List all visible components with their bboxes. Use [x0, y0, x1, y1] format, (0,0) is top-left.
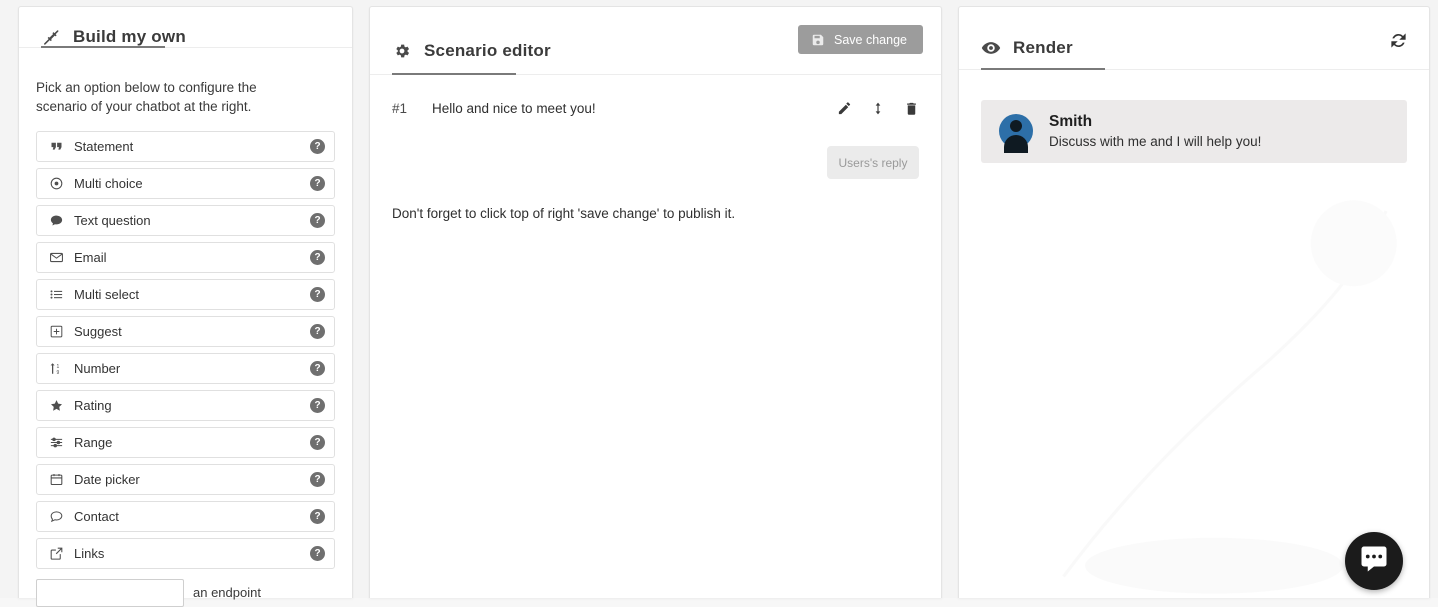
help-icon[interactable]: ?: [310, 435, 325, 450]
option-label: Contact: [74, 508, 119, 524]
pencil-icon[interactable]: [837, 101, 852, 116]
option-label: Email: [74, 249, 107, 265]
publish-hint: Don't forget to click top of right 'save change' to publish it.: [392, 206, 736, 221]
svg-text:9: 9: [56, 369, 59, 376]
render-body: [959, 70, 1429, 598]
endpoint-label: an endpoint: [193, 585, 261, 601]
intro-text: Pick an option below to configure the scenario of your chatbot at the right.: [36, 79, 257, 115]
scenario-message-row: [392, 101, 919, 116]
message-actions: [837, 101, 919, 116]
users-reply-pill[interactable]: Users's reply: [827, 146, 919, 179]
speech-icon: [47, 507, 65, 525]
chat-bubble-icon: [1359, 544, 1389, 579]
option-date-picker[interactable]: [36, 464, 335, 495]
left-panel-title: Build my own: [73, 27, 186, 46]
save-change-label: Save change: [834, 32, 907, 47]
quote-icon: [47, 137, 65, 155]
sliders-icon: [47, 433, 65, 451]
right-panel-header: [959, 7, 1429, 70]
option-multi-choice[interactable]: [36, 168, 335, 199]
right-panel-title: Render: [1013, 37, 1073, 57]
option-label: Multi select: [74, 286, 140, 302]
help-icon[interactable]: ?: [310, 324, 325, 339]
render-panel: [958, 6, 1430, 598]
external-link-icon: [47, 544, 65, 562]
list-icon: [47, 285, 65, 303]
option-multi-select[interactable]: [36, 279, 335, 310]
option-statement[interactable]: [36, 131, 335, 162]
floppy-icon: [811, 33, 825, 47]
mid-panel-header: [370, 7, 941, 75]
bubble-message: Discuss with me and I will help you!: [1049, 133, 1262, 149]
refresh-icon[interactable]: [1387, 29, 1409, 51]
star-icon: [47, 396, 65, 414]
bubble-name: Smith: [1049, 112, 1093, 130]
option-contact[interactable]: [36, 501, 335, 532]
mid-panel-body: [370, 75, 941, 221]
comment-icon: [47, 211, 65, 229]
option-rating[interactable]: [36, 390, 335, 421]
help-icon[interactable]: ?: [310, 139, 325, 154]
help-icon[interactable]: ?: [310, 509, 325, 524]
option-label: Links: [74, 545, 105, 561]
eye-icon: [981, 38, 1001, 58]
option-label: Range: [74, 434, 113, 450]
radio-icon: [47, 174, 65, 192]
svg-text:1: 1: [56, 363, 59, 370]
endpoint-row: [36, 579, 335, 607]
help-icon[interactable]: ?: [310, 398, 325, 413]
option-email[interactable]: [36, 242, 335, 273]
option-number[interactable]: [36, 353, 335, 384]
endpoint-input[interactable]: [36, 579, 184, 607]
plug-icon: [41, 27, 61, 47]
help-icon[interactable]: ?: [310, 546, 325, 561]
chat-fab-button[interactable]: [1345, 532, 1403, 590]
mid-panel-title: Scenario editor: [424, 40, 551, 60]
calendar-icon: [47, 470, 65, 488]
left-panel-underline: [41, 46, 165, 48]
save-change-button[interactable]: [798, 25, 923, 54]
avatar: [999, 114, 1033, 148]
trash-icon[interactable]: [904, 101, 919, 116]
help-icon[interactable]: ?: [310, 472, 325, 487]
scenario-editor-panel: [369, 6, 942, 598]
option-label: Suggest: [74, 323, 122, 339]
render-chat-bubble: [981, 100, 1407, 163]
option-range[interactable]: [36, 427, 335, 458]
option-label: Rating: [74, 397, 112, 413]
build-my-own-panel: [18, 6, 353, 601]
grid-plus-icon: [47, 322, 65, 340]
sort-numeric-icon: [47, 359, 65, 377]
help-icon[interactable]: ?: [310, 361, 325, 376]
option-label: Statement: [74, 138, 134, 154]
left-panel-body: [19, 48, 352, 607]
help-icon[interactable]: ?: [310, 287, 325, 302]
help-icon[interactable]: ?: [310, 250, 325, 265]
option-links[interactable]: [36, 538, 335, 569]
option-label: Multi choice: [74, 175, 143, 191]
message-number: #1: [392, 101, 408, 116]
help-icon[interactable]: ?: [310, 176, 325, 191]
arrows-v-icon[interactable]: [871, 101, 885, 116]
option-label: Text question: [74, 212, 151, 228]
option-label: Date picker: [74, 471, 140, 487]
help-icon[interactable]: ?: [310, 213, 325, 228]
option-suggest[interactable]: [36, 316, 335, 347]
envelope-icon: [47, 248, 65, 266]
bubble-text-block: [1049, 112, 1261, 151]
message-text[interactable]: Hello and nice to meet you!: [432, 101, 596, 116]
gear-icon: [392, 41, 412, 61]
left-panel-header: [19, 7, 352, 48]
option-text-question[interactable]: [36, 205, 335, 236]
option-label: Number: [74, 360, 121, 376]
